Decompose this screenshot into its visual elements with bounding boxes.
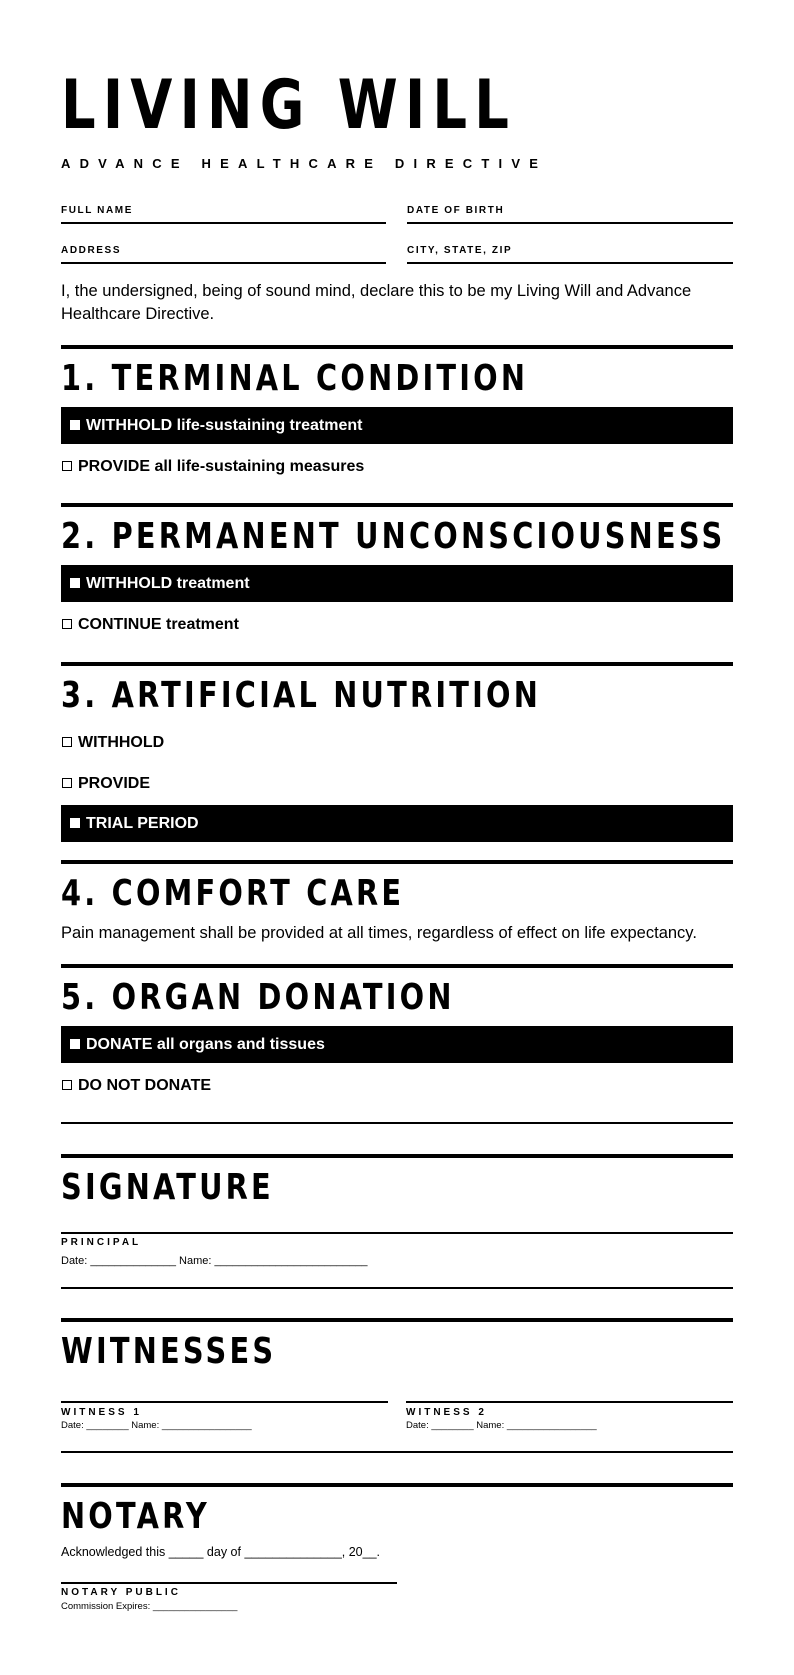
witness-1-signature-line[interactable] <box>61 1401 388 1403</box>
option-label: DO NOT DONATE <box>78 1077 212 1094</box>
full-name-label: FULL NAME <box>61 205 133 216</box>
section-end-divider <box>61 1451 733 1453</box>
document-title: LIVING WILL <box>61 66 517 145</box>
option-label: PROVIDE <box>78 775 151 792</box>
option-label: WITHHOLD treatment <box>86 575 250 592</box>
option-trial-period[interactable] <box>61 805 733 842</box>
unchecked-box-icon <box>62 778 72 788</box>
section-end-divider <box>61 1287 733 1289</box>
section-end-divider <box>61 1122 733 1124</box>
witness-1-label: WITNESS 1 <box>61 1407 142 1418</box>
principal-signature-line[interactable] <box>61 1232 733 1234</box>
principal-date-name-line: Date: ______________ Name: _________________________ <box>61 1255 368 1267</box>
notary-public-label: NOTARY PUBLIC <box>61 1587 181 1598</box>
option-label: TRIAL PERIOD <box>86 815 199 832</box>
signature-title: SIGNATURE <box>61 1167 274 1208</box>
notary-acknowledgement: Acknowledged this _____ day of ______________, 20__. <box>61 1545 381 1559</box>
section-divider <box>61 964 733 968</box>
option-label: CONTINUE treatment <box>78 616 239 633</box>
date-of-birth-label: DATE OF BIRTH <box>407 205 505 216</box>
option-continue-treatment[interactable] <box>61 606 733 643</box>
principal-label: PRINCIPAL <box>61 1237 142 1248</box>
unchecked-box-icon <box>62 461 72 471</box>
option-withhold-treatment[interactable] <box>61 565 733 602</box>
section-divider <box>61 1483 733 1487</box>
option-label: WITHHOLD life-sustaining treatment <box>86 417 363 434</box>
option-withhold-life-sustaining[interactable] <box>61 407 733 444</box>
section-2-title: 2. PERMANENT UNCONSCIOUSNESS <box>61 516 726 557</box>
checked-box-icon <box>70 420 80 430</box>
section-divider <box>61 860 733 864</box>
section-3-title: 3. ARTIFICIAL NUTRITION <box>61 675 542 716</box>
unchecked-box-icon <box>62 737 72 747</box>
section-1-title: 1. TERMINAL CONDITION <box>61 358 529 399</box>
section-5-title: 5. ORGAN DONATION <box>61 977 455 1018</box>
comfort-care-statement: Pain management shall be provided at all times, regardless of effect on life expectancy. <box>61 924 697 942</box>
option-label: WITHHOLD <box>78 734 165 751</box>
option-do-not-donate[interactable] <box>61 1067 733 1104</box>
option-provide-life-sustaining[interactable] <box>61 448 733 485</box>
notary-signature-line[interactable] <box>61 1582 397 1584</box>
checked-box-icon <box>70 818 80 828</box>
option-withhold-nutrition[interactable] <box>61 724 733 761</box>
full-name-field[interactable] <box>61 200 386 224</box>
section-4-title: 4. COMFORT CARE <box>61 873 405 914</box>
commission-expires-line: Commission Expires: ________________ <box>61 1601 238 1612</box>
address-field[interactable] <box>61 240 386 264</box>
city-state-zip-label: CITY, STATE, ZIP <box>407 245 513 256</box>
section-divider <box>61 345 733 349</box>
unchecked-box-icon <box>62 1080 72 1090</box>
checked-box-icon <box>70 578 80 588</box>
notary-title: NOTARY <box>61 1496 210 1537</box>
checked-box-icon <box>70 1039 80 1049</box>
witness-1-date-name-line: Date: ________ Name: _________________ <box>61 1420 252 1431</box>
intro-statement: I, the undersigned, being of sound mind, declare this to be my Living Will and Advance Healthcare Directive. <box>61 282 692 323</box>
option-label: PROVIDE all life-sustaining measures <box>78 458 365 475</box>
unchecked-box-icon <box>62 619 72 629</box>
witness-2-label: WITNESS 2 <box>406 1407 487 1418</box>
document-subtitle: ADVANCE HEALTHCARE DIRECTIVE <box>61 156 548 171</box>
address-label: ADDRESS <box>61 245 122 256</box>
option-label: DONATE all organs and tissues <box>86 1036 325 1053</box>
witness-2-date-name-line: Date: ________ Name: _________________ <box>406 1420 597 1431</box>
section-divider <box>61 503 733 507</box>
option-donate-organs[interactable] <box>61 1026 733 1063</box>
section-divider <box>61 1154 733 1158</box>
witness-2-signature-line[interactable] <box>406 1401 733 1403</box>
section-divider <box>61 1318 733 1322</box>
witnesses-title: WITNESSES <box>61 1331 277 1372</box>
section-divider <box>61 662 733 666</box>
date-of-birth-field[interactable] <box>407 200 733 224</box>
city-state-zip-field[interactable] <box>407 240 733 264</box>
option-provide-nutrition[interactable] <box>61 765 733 802</box>
